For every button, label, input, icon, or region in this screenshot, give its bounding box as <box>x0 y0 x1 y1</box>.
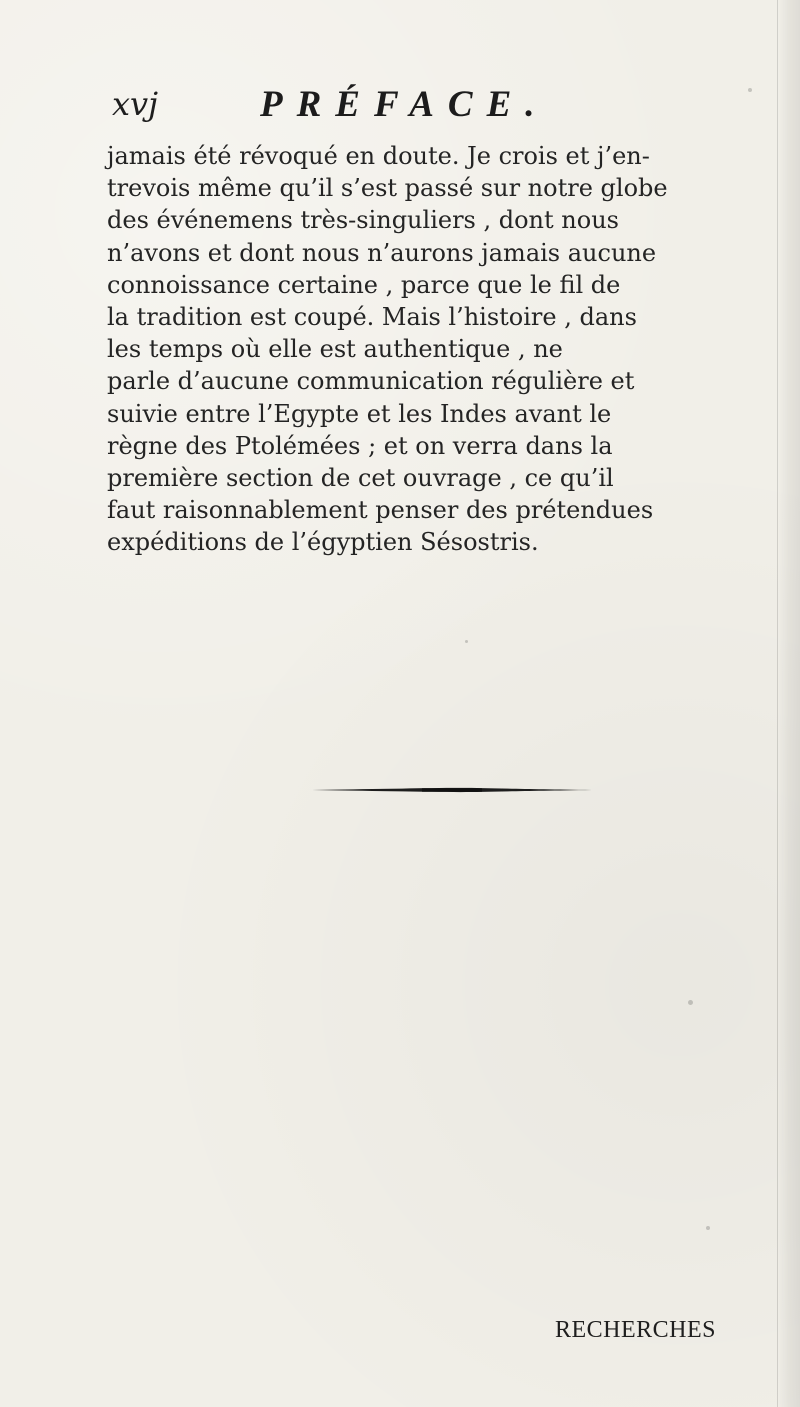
text-line: suivie entre l’Egypte et les Indes avant le <box>107 399 612 428</box>
paper-speck <box>706 1226 710 1230</box>
text-line: trevois même qu’il s’est passé sur notre globe <box>107 174 668 203</box>
paper-speck <box>465 640 468 643</box>
paper-speck <box>748 88 752 92</box>
text-line: expéditions de l’égyptien Sésostris. <box>107 528 539 557</box>
text-line: jamais été révoqué en doute. Je crois et j’en- <box>107 142 650 170</box>
text-line: faut raisonnablement penser des prétendues <box>107 496 654 525</box>
text-line: n’avons et dont nous n’aurons jamais aucune <box>107 238 657 267</box>
text-line: première section de cet ouvrage , ce qu’il <box>107 463 614 492</box>
paper-speck <box>688 1000 693 1005</box>
text-line: des événemens très-singuliers , dont nous <box>107 206 619 235</box>
text-line: parle d’aucune communication régulière et <box>107 367 635 396</box>
text-line: règne des Ptolémées ; et on verra dans la <box>107 431 613 460</box>
text-line: la tradition est coupé. Mais l’histoire , dans <box>107 302 637 331</box>
text-line: les temps où elle est authentique , ne <box>107 335 563 364</box>
catchword: RECHERCHES <box>555 1317 717 1343</box>
page-folio: xvj <box>112 85 159 123</box>
running-title: PRÉFACE. <box>260 84 549 125</box>
decorative-rule <box>312 786 592 794</box>
text-line: connoissance certaine , parce que le fil de <box>107 270 621 299</box>
page-header <box>110 86 720 136</box>
body-text <box>107 140 787 558</box>
